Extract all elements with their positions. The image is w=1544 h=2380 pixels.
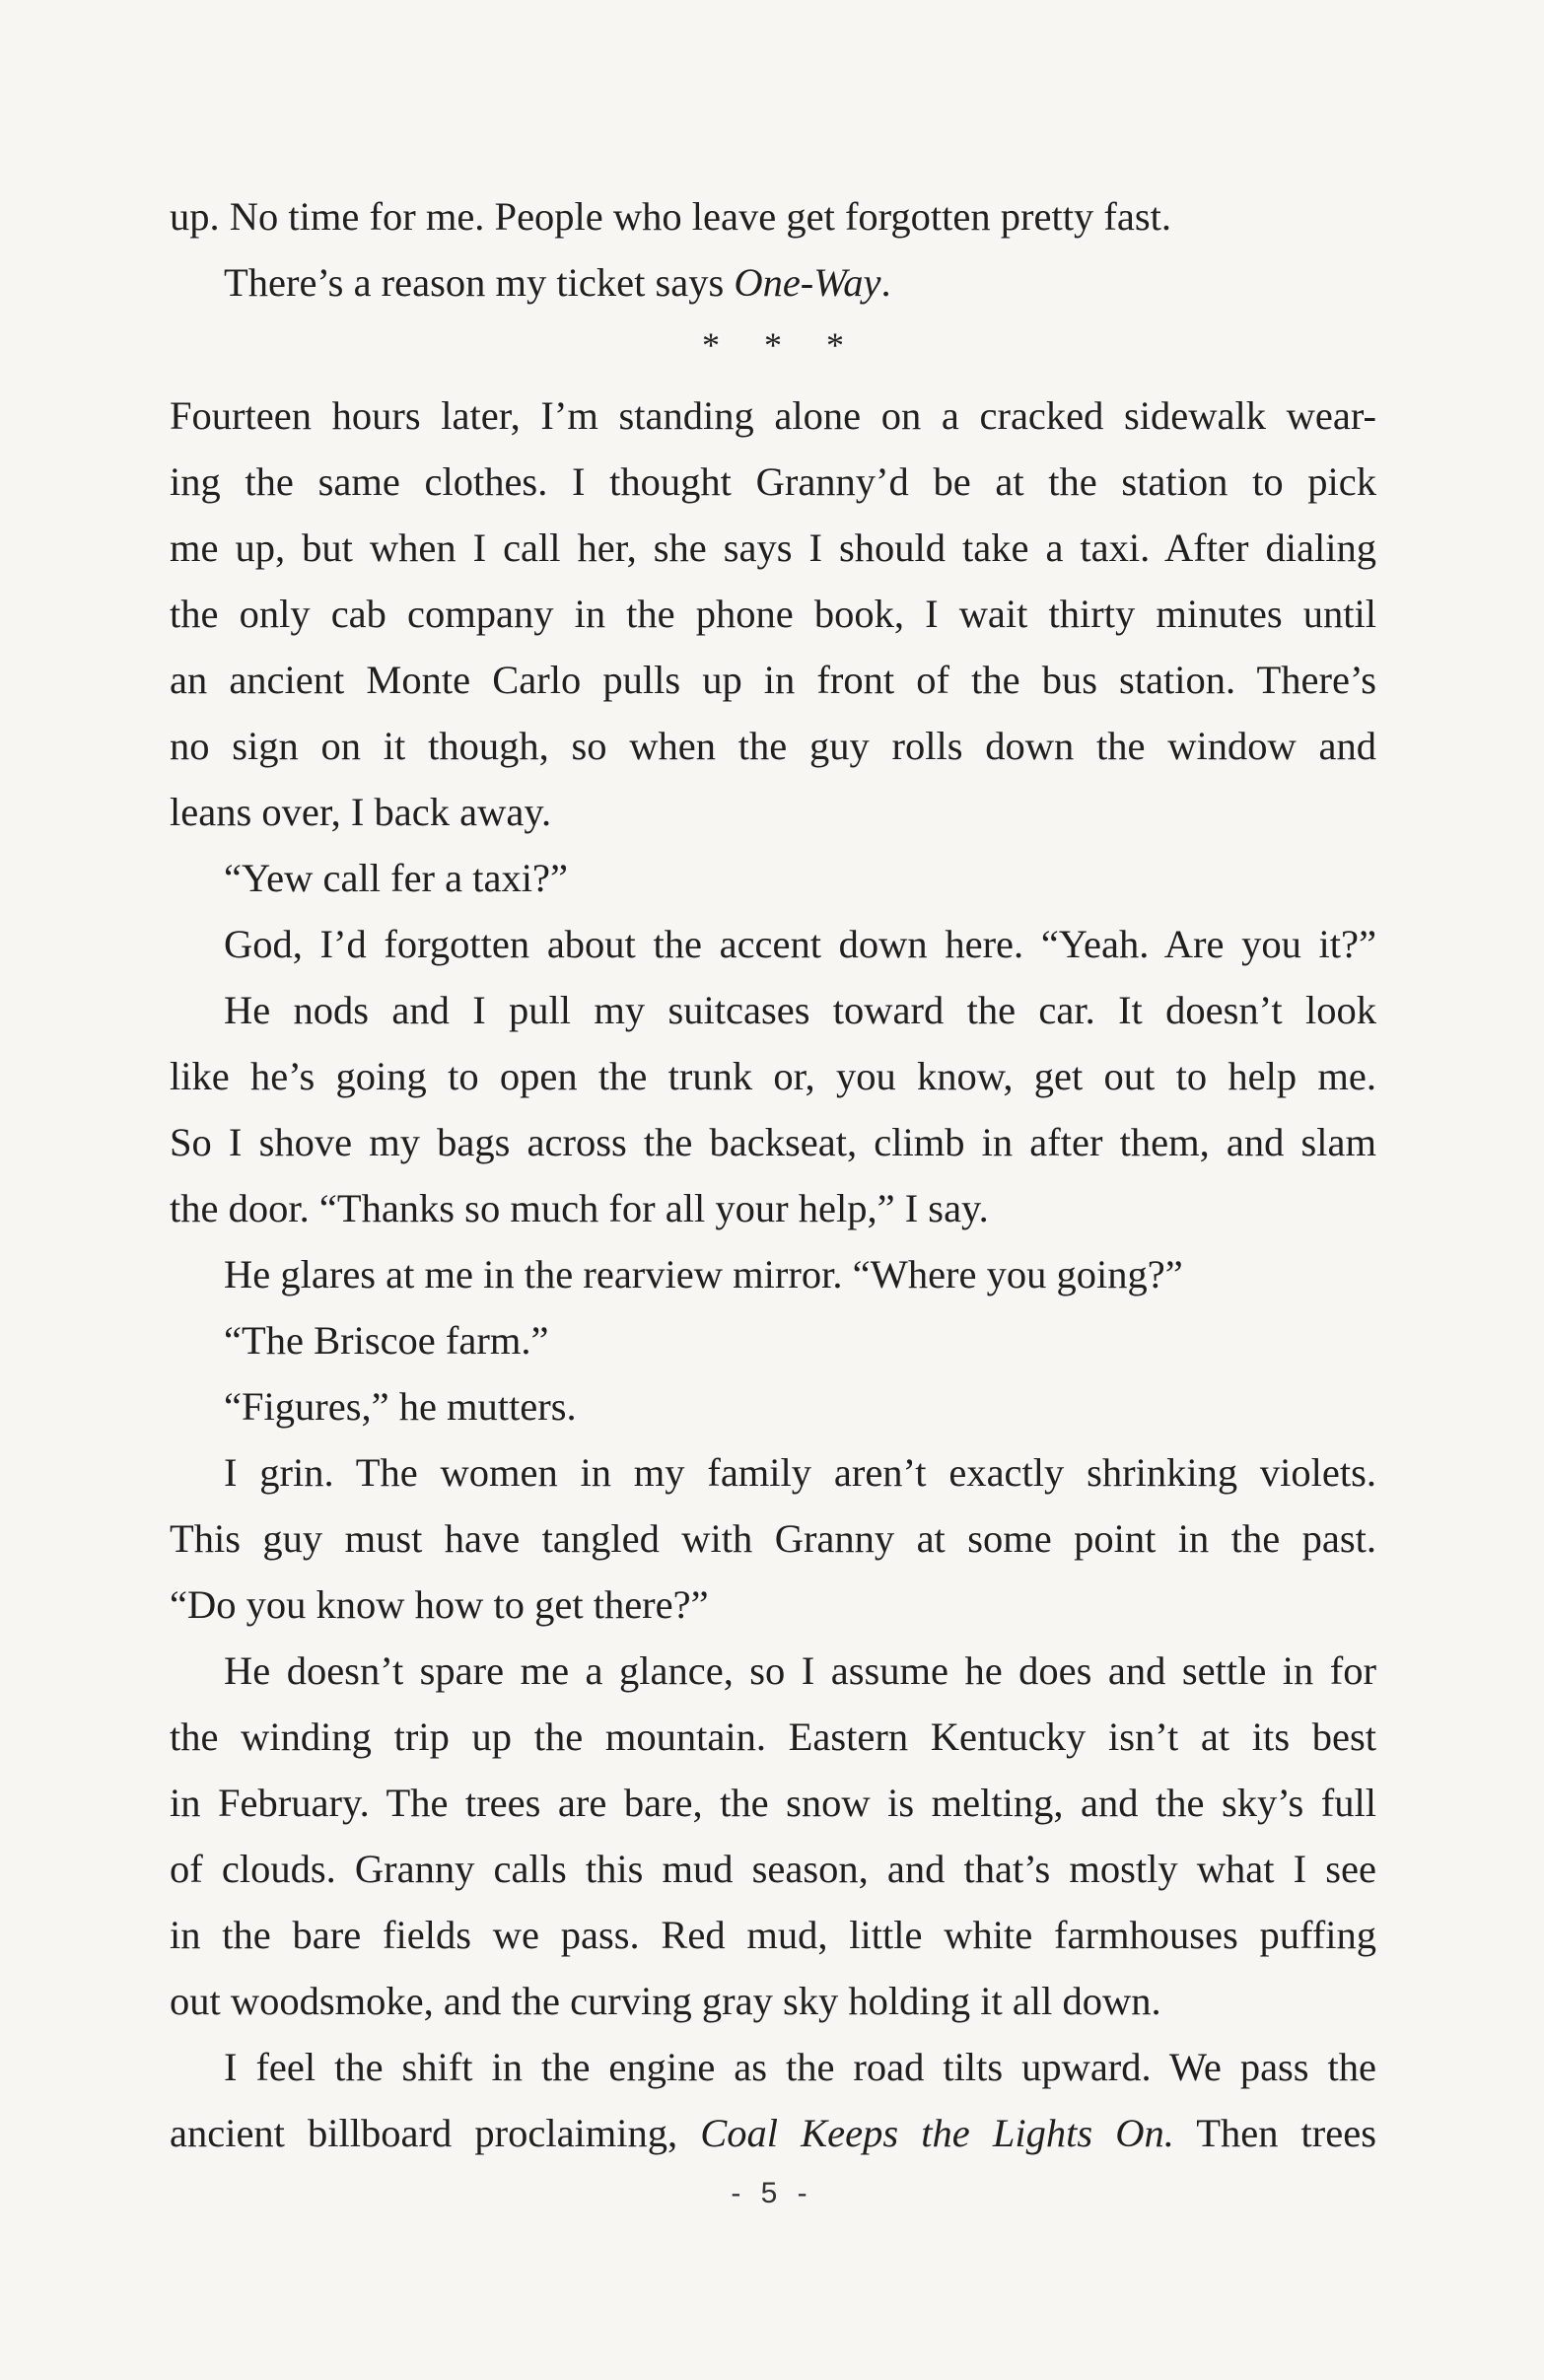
text-line — [170, 1439, 1376, 1505]
line-text: out woodsmoke, and the curving gray sky holding it all down. — [170, 1979, 1161, 2023]
text-line — [170, 911, 1376, 977]
line-text: me up, but when I call her, she says I should take a taxi. After dialing — [170, 525, 1376, 570]
text-line — [170, 977, 1376, 1043]
text-line — [170, 1968, 1376, 2034]
line-text: no sign on it though, so when the guy rolls down the window and — [170, 724, 1376, 768]
text-line — [170, 647, 1376, 713]
text-line — [170, 1307, 1376, 1373]
text-line — [170, 1638, 1376, 1704]
text-line — [170, 779, 1376, 845]
italic-text: Coal Keeps the Lights On. — [700, 2111, 1174, 2155]
line-text: He nods and I pull my suitcases toward the car. It doesn’t look — [224, 988, 1376, 1032]
text-line — [170, 1704, 1376, 1770]
line-text: I grin. The women in my family aren’t exactly shrinking violets. — [224, 1450, 1376, 1495]
text-line — [170, 1836, 1376, 1902]
text-line — [170, 713, 1376, 779]
line-text: leans over, I back away. — [170, 790, 552, 834]
line-text: ing the same clothes. I thought Granny’d be at the station to pick — [170, 459, 1376, 504]
body-text — [170, 183, 1376, 2166]
line-text: I feel the shift in the engine as the road tilts upward. We pass the — [224, 2045, 1376, 2089]
line-text-tail: . — [880, 260, 891, 305]
text-line — [170, 2100, 1376, 2166]
line-text: of clouds. Granny calls this mud season, and that’s mostly what I see — [170, 1847, 1376, 1891]
line-text: God, I’d forgotten about the accent down here. “Yeah. Are you it?” — [224, 922, 1376, 966]
text-line — [170, 581, 1376, 647]
line-text: ancient billboard proclaiming, — [170, 2111, 701, 2155]
text-line — [170, 1241, 1376, 1307]
text-line — [170, 1175, 1376, 1241]
text-line — [170, 183, 1376, 249]
line-text: the door. “Thanks so much for all your help,” I say. — [170, 1186, 989, 1230]
line-text: So I shove my bags across the backseat, climb in after them, and slam — [170, 1120, 1376, 1164]
text-line — [170, 845, 1376, 911]
line-text: the only cab company in the phone book, I wait thirty minutes until — [170, 592, 1376, 636]
line-text: Fourteen hours later, I’m standing alone on a cracked sidewalk wear- — [170, 393, 1376, 438]
text-line — [170, 2034, 1376, 2100]
line-text: an ancient Monte Carlo pulls up in front of the bus station. There’s — [170, 658, 1376, 702]
text-line — [170, 515, 1376, 581]
text-line — [170, 1109, 1376, 1175]
line-text: “Figures,” he mutters. — [224, 1384, 577, 1429]
section-separator — [170, 315, 1376, 375]
line-text: He glares at me in the rearview mirror. “Where you going?” — [224, 1252, 1183, 1296]
line-text: the winding trip up the mountain. Eastern Kentucky isn’t at its best — [170, 1715, 1376, 1759]
line-text: “Yew call fer a taxi?” — [224, 856, 568, 900]
line-text: * * * — [702, 325, 862, 365]
line-text-tail: Then trees — [1173, 2111, 1377, 2155]
text-line — [170, 1902, 1376, 1968]
line-text: He doesn’t spare me a glance, so I assume he does and settle in for — [224, 1648, 1376, 1693]
line-text: up. No time for me. People who leave get forgotten pretty fast. — [170, 194, 1171, 239]
text-line — [170, 1505, 1376, 1572]
italic-text: One-Way — [734, 260, 881, 305]
text-line — [170, 383, 1376, 449]
text-line — [170, 1373, 1376, 1439]
line-text: This guy must have tangled with Granny at some point in the past. — [170, 1516, 1376, 1561]
line-text: “The Briscoe farm.” — [224, 1318, 549, 1363]
line-text: like he’s going to open the trunk or, you know, get out to help me. — [170, 1054, 1376, 1098]
text-line — [170, 1043, 1376, 1109]
text-line — [170, 249, 1376, 315]
text-line — [170, 449, 1376, 515]
page-number: - 5 - — [731, 2177, 813, 2209]
line-text: There’s a reason my ticket says — [224, 260, 735, 305]
line-text: in the bare fields we pass. Red mud, little white farmhouses puffing — [170, 1913, 1376, 1957]
text-line — [170, 1572, 1376, 1638]
text-line — [170, 1770, 1376, 1836]
line-text: in February. The trees are bare, the snow is melting, and the sky’s full — [170, 1781, 1376, 1825]
line-text: “Do you know how to get there?” — [170, 1582, 709, 1627]
